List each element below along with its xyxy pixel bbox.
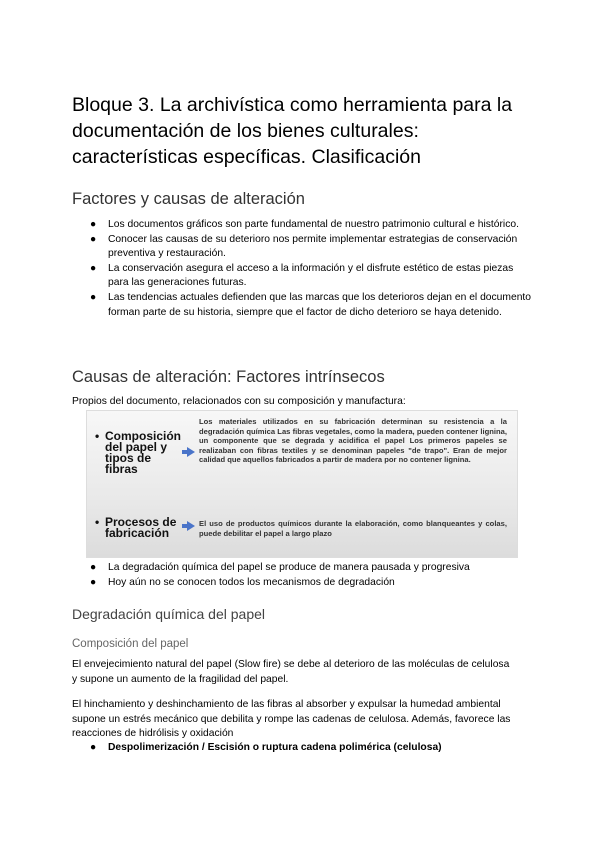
list-item: ● Las tendencias actuales defienden que las marcas que los deterioros dejan en el documento forman parte de su historia, siempre que el factor de dicho deterioro se haya detenido. (90, 291, 532, 318)
section-heading-factores: Factores y causas de alteración (72, 190, 305, 208)
section-heading-degradacion: Degradación química del papel (72, 606, 266, 622)
figure-text-procesos: El uso de productos químicos durante la elaboración, como blanqueantes y colas, puede debilitar el papel a largo plazo (199, 519, 507, 538)
arrow-right-icon (187, 521, 195, 531)
paragraph: El envejecimiento natural del papel (Slow fire) se debe al deterioro de las moléculas de celulosa y supone un aumento de la fragilidad del papel. (72, 659, 510, 685)
bullet-list-degradacion (72, 741, 532, 756)
bullet-list-factores (72, 218, 532, 320)
bullet-list-intrinsecos (72, 561, 532, 590)
figure-text-composicion: Los materiales utilizados en su fabricación determinan su resistencia a la degradación química Las fibras vegetales, como la madera, pueden contener lignina, un componente que se degrada y acidifica el papel Los primeros papeles se realizaban con fibras textiles y se denominan papeles "de trapo". Eran de mejor calidad que aquellos fabricados a partir de madera por no contener lignina. (199, 417, 507, 465)
bullet-icon: ● (90, 576, 97, 588)
list-item: ● Hoy aún no se conocen todos los mecanismos de degradación (72, 576, 532, 591)
list-item: ● La degradación química del papel se produce de manera pausada y progresiva (72, 561, 532, 576)
figure-bullet: • (95, 429, 100, 443)
page-title: Bloque 3. La archivística como herramienta para la documentación de los bienes culturales: características específicas. Clasificación (72, 94, 513, 168)
arrow-right-icon (187, 447, 195, 457)
list-item: ● Despolimerización / Escisión o ruptura cadena polimérica (celulosa) (72, 741, 532, 756)
bullet-icon: ● (90, 291, 97, 303)
bullet-icon: ● (90, 742, 97, 753)
intro-text: Propios del documento, relacionados con su composición y manufactura: (72, 396, 406, 407)
list-item: ● Conocer las causas de su deterioro nos permite implementar estrategias de conservación preventiva y restauración. (90, 233, 518, 260)
bullet-icon: ● (90, 233, 97, 245)
figure-label-composicion: • Composición del papel y tipos de fibras (95, 429, 182, 476)
bullet-icon: ● (90, 219, 97, 230)
figure-bullet: • (95, 515, 100, 529)
list-item: ● La conservación asegura el acceso a la información y el disfrute estético de estas piezas para las generaciones futuras. (90, 262, 514, 289)
bullet-icon: ● (90, 262, 97, 274)
figure-label-procesos: • Procesos de fabricación (95, 515, 177, 540)
section-heading-intrinsecos: Causas de alteración: Factores intrínsecos (72, 368, 385, 386)
list-item: ● Los documentos gráficos son parte fundamental de nuestro patrimonio cultural e histórico. (72, 218, 532, 233)
intrinsic-factors-figure (86, 410, 518, 558)
paragraph: El hinchamiento y deshinchamiento de las fibras al absorber y expulsar la humedad ambiental supone un estrés mecánico que debilita y rompe las cadenas de celulosa. Además, favorece las reacciones de hidrólisis y oxidación (72, 699, 511, 740)
bullet-icon: ● (90, 562, 97, 573)
subheading-composicion: Composición del papel (72, 638, 189, 650)
